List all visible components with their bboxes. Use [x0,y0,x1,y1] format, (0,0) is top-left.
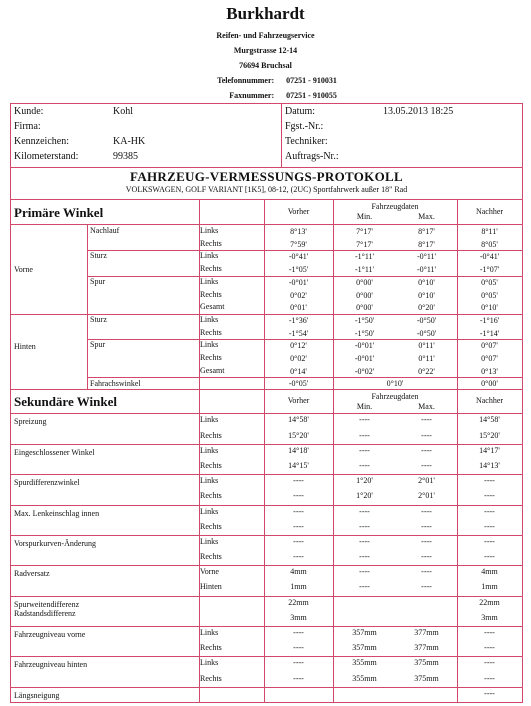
col-max: Max. [418,212,435,221]
row-side: Rechts [200,430,222,440]
cell-max: 2°01' [418,476,435,486]
cell-min: ---- [359,536,370,546]
row-group: Nachlauf [90,226,120,235]
cell-min: -1°50' [354,315,375,325]
cell-min: ---- [359,506,370,516]
cell-max: ---- [421,430,432,440]
cell-min: 355mm [352,673,377,683]
cell-min: 357mm [352,628,377,638]
cell-min: ---- [359,521,370,531]
row-side: Links [200,536,219,546]
cell-max: 8°17' [418,239,435,249]
fahrachswinkel-fd: 0°10' [386,379,404,389]
col-nachher: Nachher [475,396,504,406]
km-label: Kilometerstand: [14,151,79,162]
cell-nachher: ---- [484,673,495,683]
cell-max: 375mm [414,658,439,668]
column-divider [199,389,200,702]
cell-max: 377mm [414,628,439,638]
cell-nachher: 0°13' [481,366,498,376]
fahrachswinkel-vorher: -0°05' [288,379,309,389]
cell-nachher: ---- [484,628,495,638]
row-label: Spurweitendifferenz [14,599,80,609]
col-fahrzeugdaten: Fahrzeugdaten [371,392,419,402]
cell-max: 2°01' [418,491,435,501]
cell-nachher: 14°17' [479,445,500,455]
row-label: Fahrzeugniveau vorne [14,630,86,640]
cell-max: -0°50' [416,315,437,325]
cell-vorher: ---- [293,506,304,516]
cell-max: 0°11' [418,354,435,363]
cell-nachher: ---- [484,552,495,562]
column-divider [87,225,88,389]
cell-nachher: ---- [484,521,495,531]
row-side: Rechts [200,238,222,248]
row-side: Links [200,506,219,516]
row-side: Vorne [200,567,219,577]
cell-vorher: ---- [293,643,304,653]
cell-vorher: 0°02' [290,290,307,300]
axle-hinten: Hinten [14,341,36,351]
datum-label: Datum: [285,106,315,117]
cell-nachher: ---- [484,476,495,486]
cell-nachher: 8°05' [481,239,498,249]
cell-vorher: 7°59' [290,239,307,249]
row-side: Rechts [200,327,222,337]
row-label: Vorspurkurven-Änderung [14,538,97,548]
cell-max: 375mm [414,673,439,683]
cell-max: ---- [421,415,432,425]
fahrachswinkel-nachher: 0°00' [481,379,498,389]
datum-value: 13.05.2013 18:25 [383,106,454,117]
cell-vorher: 0°12' [290,341,307,351]
fgst-label: Fgst.-Nr.: [285,121,324,132]
row-divider [11,474,522,475]
cell-vorher: 8°13' [290,227,307,236]
row-divider [11,505,522,506]
row-divider [11,596,522,597]
cell-vorher: 4mm [290,567,307,577]
cell-max: 0°20' [418,303,435,313]
cell-vorher: ---- [293,521,304,531]
row-group: Spur [90,276,106,286]
row-divider [11,687,522,688]
cell-vorher: 0°14' [290,366,307,376]
row-divider [11,626,522,627]
column-divider [264,389,265,702]
cell-max: 0°22' [418,366,435,376]
cell-nachher: -1°16' [479,315,500,325]
row-divider [11,535,522,536]
company-name: Burkhardt [226,4,305,23]
cell-max: -0°50' [416,328,437,338]
row-side: Hinten [200,582,222,592]
firma-label: Firma: [14,121,41,132]
cell-nachher: ---- [484,643,495,653]
column-divider [333,225,334,389]
row-side: Links [200,445,219,455]
row-side: Gesamt [200,302,225,312]
col-max: Max. [418,402,435,412]
column-divider [264,200,265,224]
techniker-label: Techniker: [285,136,328,147]
cell-min: 357mm [352,643,377,653]
kennzeichen-label: Kennzeichen: [14,136,69,147]
row-side: Links [200,628,219,638]
phone-line [0,73,531,88]
fahrachswinkel-label: Fahrachswinkel [90,379,141,389]
row-label: Spreizung [14,417,47,427]
cell-vorher: ---- [293,491,304,501]
cell-max: ---- [421,445,432,455]
column-divider [457,225,458,389]
cell-nachher: 1mm [481,582,498,592]
row-side: Links [200,314,219,324]
cell-max: -0°11' [416,265,436,275]
cell-nachher: ---- [484,688,495,698]
row-side: Rechts [200,521,222,531]
cell-max: ---- [421,506,432,516]
cell-nachher: -1°07' [479,265,500,275]
phone-value: 07251 - 910031 [286,76,337,85]
cell-vorher: 1mm [290,582,307,592]
cell-max: ---- [421,582,432,592]
row-side: Rechts [200,460,222,470]
row-label: Radversatz [14,569,50,579]
cell-vorher: 0°01' [290,303,307,313]
cell-max: ---- [421,536,432,546]
row-label: Spurdifferenzwinkel [14,478,80,488]
primary-section-title: Primäre Winkel [14,205,104,220]
row-group: Spur [90,340,106,350]
row-side: Links [200,658,219,668]
row-side: Links [200,476,219,486]
cell-vorher: 14°18' [288,445,309,455]
cell-min: ---- [359,445,370,455]
row-divider [11,656,522,657]
row-side: Rechts [200,552,222,562]
cell-nachher: 22mm [479,597,500,607]
cell-vorher: ---- [293,476,304,486]
cell-max: ---- [421,552,432,562]
cell-max: 377mm [414,643,439,653]
column-divider [264,225,265,389]
col-fahrzeugdaten: Fahrzeugdaten [371,202,419,211]
cell-vorher: 14°15' [288,460,309,470]
cell-min: 0°00' [356,277,373,287]
company-line-3: 76694 Bruchsal [239,61,292,70]
cell-nachher: 0°10' [481,303,498,313]
cell-max: ---- [421,460,432,470]
cell-nachher: 4mm [481,567,498,577]
cell-nachher: -1°14' [479,328,500,338]
row-label: Fahrzeugniveau hinten [14,660,88,670]
secondary-section-title: Sekundäre Winkel [14,394,117,410]
cell-vorher: ---- [293,552,304,562]
cell-vorher: ---- [293,658,304,668]
fax-line [0,88,531,103]
protocol-frame [10,103,523,703]
cell-min: -1°11' [354,252,374,262]
cell-max: 0°10' [418,277,435,287]
row-label: Max. Lenkeinschlag innen [14,508,100,518]
cell-nachher: 14°13' [479,460,500,470]
cell-vorher: -1°05' [288,265,309,275]
cell-nachher: 8°11' [481,227,498,236]
cell-min: 7°17' [356,239,373,249]
column-divider [333,200,334,224]
row-side: Rechts [200,264,222,274]
cell-vorher: ---- [293,628,304,638]
column-divider [457,200,458,224]
section-divider [11,389,522,390]
cell-nachher: ---- [484,491,495,501]
row-side: Rechts [200,289,222,299]
row-side: Rechts [200,673,222,683]
cell-nachher: ---- [484,658,495,668]
cell-max: ---- [421,521,432,531]
cell-nachher: ---- [484,536,495,546]
cell-min: ---- [359,460,370,470]
cell-vorher: 0°02' [290,354,307,363]
col-nachher: Nachher [475,207,504,216]
row-group: Sturz [90,251,107,261]
cell-vorher: 15°20' [288,430,309,440]
cell-vorher: ---- [293,673,304,683]
customer-block [11,104,522,168]
row-side: Rechts [200,643,222,653]
cell-min: -0°01' [354,341,375,351]
row-side: Gesamt [200,365,225,375]
row-label: Eingeschlossener Winkel [14,447,95,457]
cell-min: -1°50' [354,328,375,338]
cell-max: 8°17' [418,227,435,236]
row-side: Rechts [200,491,222,501]
cell-nachher: -0°41' [479,252,500,262]
col-min: Min. [356,402,373,412]
row-label: Längsneigung [14,690,60,700]
cell-vorher: 14°58' [288,415,309,425]
cell-min: ---- [359,567,370,577]
fax-value: 07251 - 910055 [286,91,337,100]
cell-nachher: 0°05' [481,277,498,287]
column-divider [457,389,458,702]
row-divider [11,444,522,445]
row-side: Links [200,415,219,425]
cell-vorher: -1°54' [288,328,309,338]
column-divider [199,200,200,224]
cell-min: -0°02' [354,366,375,376]
col-vorher: Vorher [287,396,310,406]
row-side: Links [200,276,219,286]
kunde-label: Kunde: [14,106,44,117]
cell-nachher: 14°58' [479,415,500,425]
cell-nachher: 0°07' [481,341,498,351]
cell-max: -0°11' [416,252,436,262]
vehicle-description: VOLKSWAGEN, GOLF VARIANT [1K5], 08-12, (2UC) Sportfahrwerk außer 18" Rad [125,185,408,194]
row-divider [87,377,522,378]
cell-vorher: 3mm [290,612,307,622]
col-min: Min. [356,212,373,221]
row-label: Radstandsdifferenz [14,608,76,618]
fax-label: Faxnummer: [229,91,275,100]
company-line-2: Murgstrasse 12-14 [233,46,298,55]
cell-vorher: 22mm [288,597,309,607]
cell-min: ---- [359,415,370,425]
cell-max: 0°11' [418,341,435,351]
cell-min: 7°17' [356,227,373,236]
auftrag-label: Auftrags-Nr.: [285,151,339,162]
protocol-title: FAHRZEUG-VERMESSUNGS-PROTOKOLL [130,169,403,184]
cell-min: 1°20' [356,491,373,501]
cell-min: 0°00' [356,303,373,313]
cell-min: ---- [359,430,370,440]
row-side: Links [200,226,219,235]
row-group: Sturz [90,314,107,324]
company-line-1: Reifen- und Fahrzeugservice [216,31,315,40]
cell-nachher: 15°20' [479,430,500,440]
cell-nachher: ---- [484,506,495,516]
cell-min: 0°00' [356,290,373,300]
axle-vorne: Vorne [14,265,33,275]
cell-min: -1°11' [354,265,374,275]
cell-min: 1°20' [356,476,373,486]
cell-min: ---- [359,552,370,562]
kunde-value: Kohl [113,106,133,117]
col-vorher: Vorher [287,207,310,216]
cell-min: -0°01' [354,354,375,363]
row-divider [11,413,522,414]
row-side: Links [200,251,219,261]
row-side: Links [200,340,219,350]
km-value: 99385 [113,151,138,162]
cell-nachher: 3mm [481,612,498,622]
row-divider [11,565,522,566]
cell-vorher: -1°36' [288,315,309,325]
cell-min: 355mm [352,658,377,668]
phone-label: Telefonnummer: [217,76,275,85]
column-divider [199,225,200,389]
cell-nachher: 0°07' [481,354,498,363]
column-divider [333,389,334,702]
kennzeichen-value: KA-HK [113,136,146,147]
row-side: Rechts [200,353,222,362]
cell-min: ---- [359,582,370,592]
cell-max: ---- [421,567,432,577]
cell-max: 0°10' [418,290,435,300]
cell-vorher: -0°01' [288,277,309,287]
cell-nachher: 0°05' [481,290,498,300]
cell-vorher: -0°41' [288,252,309,262]
cell-vorher: ---- [293,536,304,546]
